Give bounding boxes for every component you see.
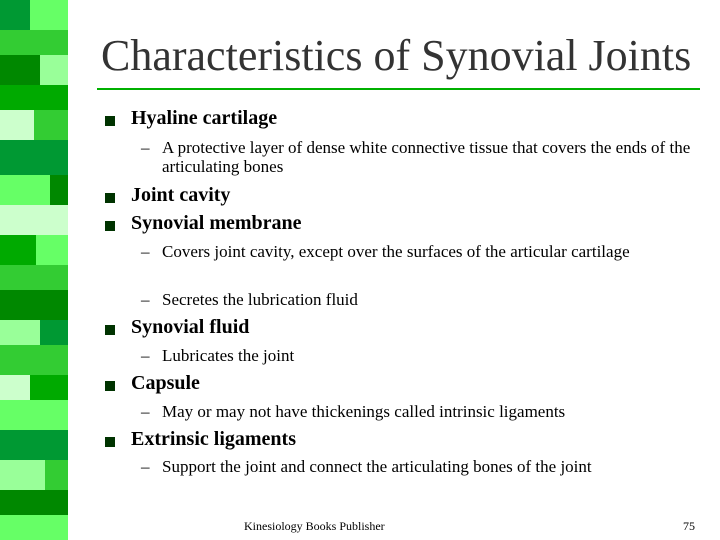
bullet-item: Capsule [131, 372, 200, 394]
dash-marker: – [141, 242, 150, 261]
slide-title: Characteristics of Synovial Joints [101, 31, 692, 80]
bullet-square-icon [105, 116, 115, 126]
footer-publisher: Kinesiology Books Publisher [244, 519, 385, 533]
dash-marker: – [141, 138, 150, 157]
decorative-green-stripe [0, 0, 68, 540]
bullet-item: Extrinsic ligaments [131, 428, 296, 450]
bullet-square-icon [105, 221, 115, 231]
sub-bullet-text: Support the joint and connect the articulating bones of the joint [162, 457, 592, 476]
sub-bullet-text: A protective layer of dense white connective tissue that covers the ends of the articulating bones [162, 138, 691, 176]
bullet-item: Synovial fluid [131, 316, 250, 338]
dash-marker: – [141, 346, 150, 365]
dash-marker: – [141, 290, 150, 309]
dash-marker: – [141, 402, 150, 421]
page-number: 75 [683, 519, 695, 533]
bullet-square-icon [105, 381, 115, 391]
dash-marker: – [141, 457, 150, 476]
sub-bullet-text: Lubricates the joint [162, 346, 295, 365]
bullet-square-icon [105, 193, 115, 203]
bullet-item: Hyaline cartilage [131, 107, 278, 129]
bullet-square-icon [105, 325, 115, 335]
bullet-square-icon [105, 437, 115, 447]
bullet-item: Joint cavity [131, 184, 231, 206]
bullet-item: Synovial membrane [131, 212, 302, 234]
title-underline [97, 88, 700, 90]
sub-bullet-text: Covers joint cavity, except over the surfaces of the articular cartilage [162, 242, 630, 261]
sub-bullet-text: May or may not have thickenings called intrinsic ligaments [162, 402, 566, 421]
sub-bullet-text: Secretes the lubrication fluid [162, 290, 358, 309]
